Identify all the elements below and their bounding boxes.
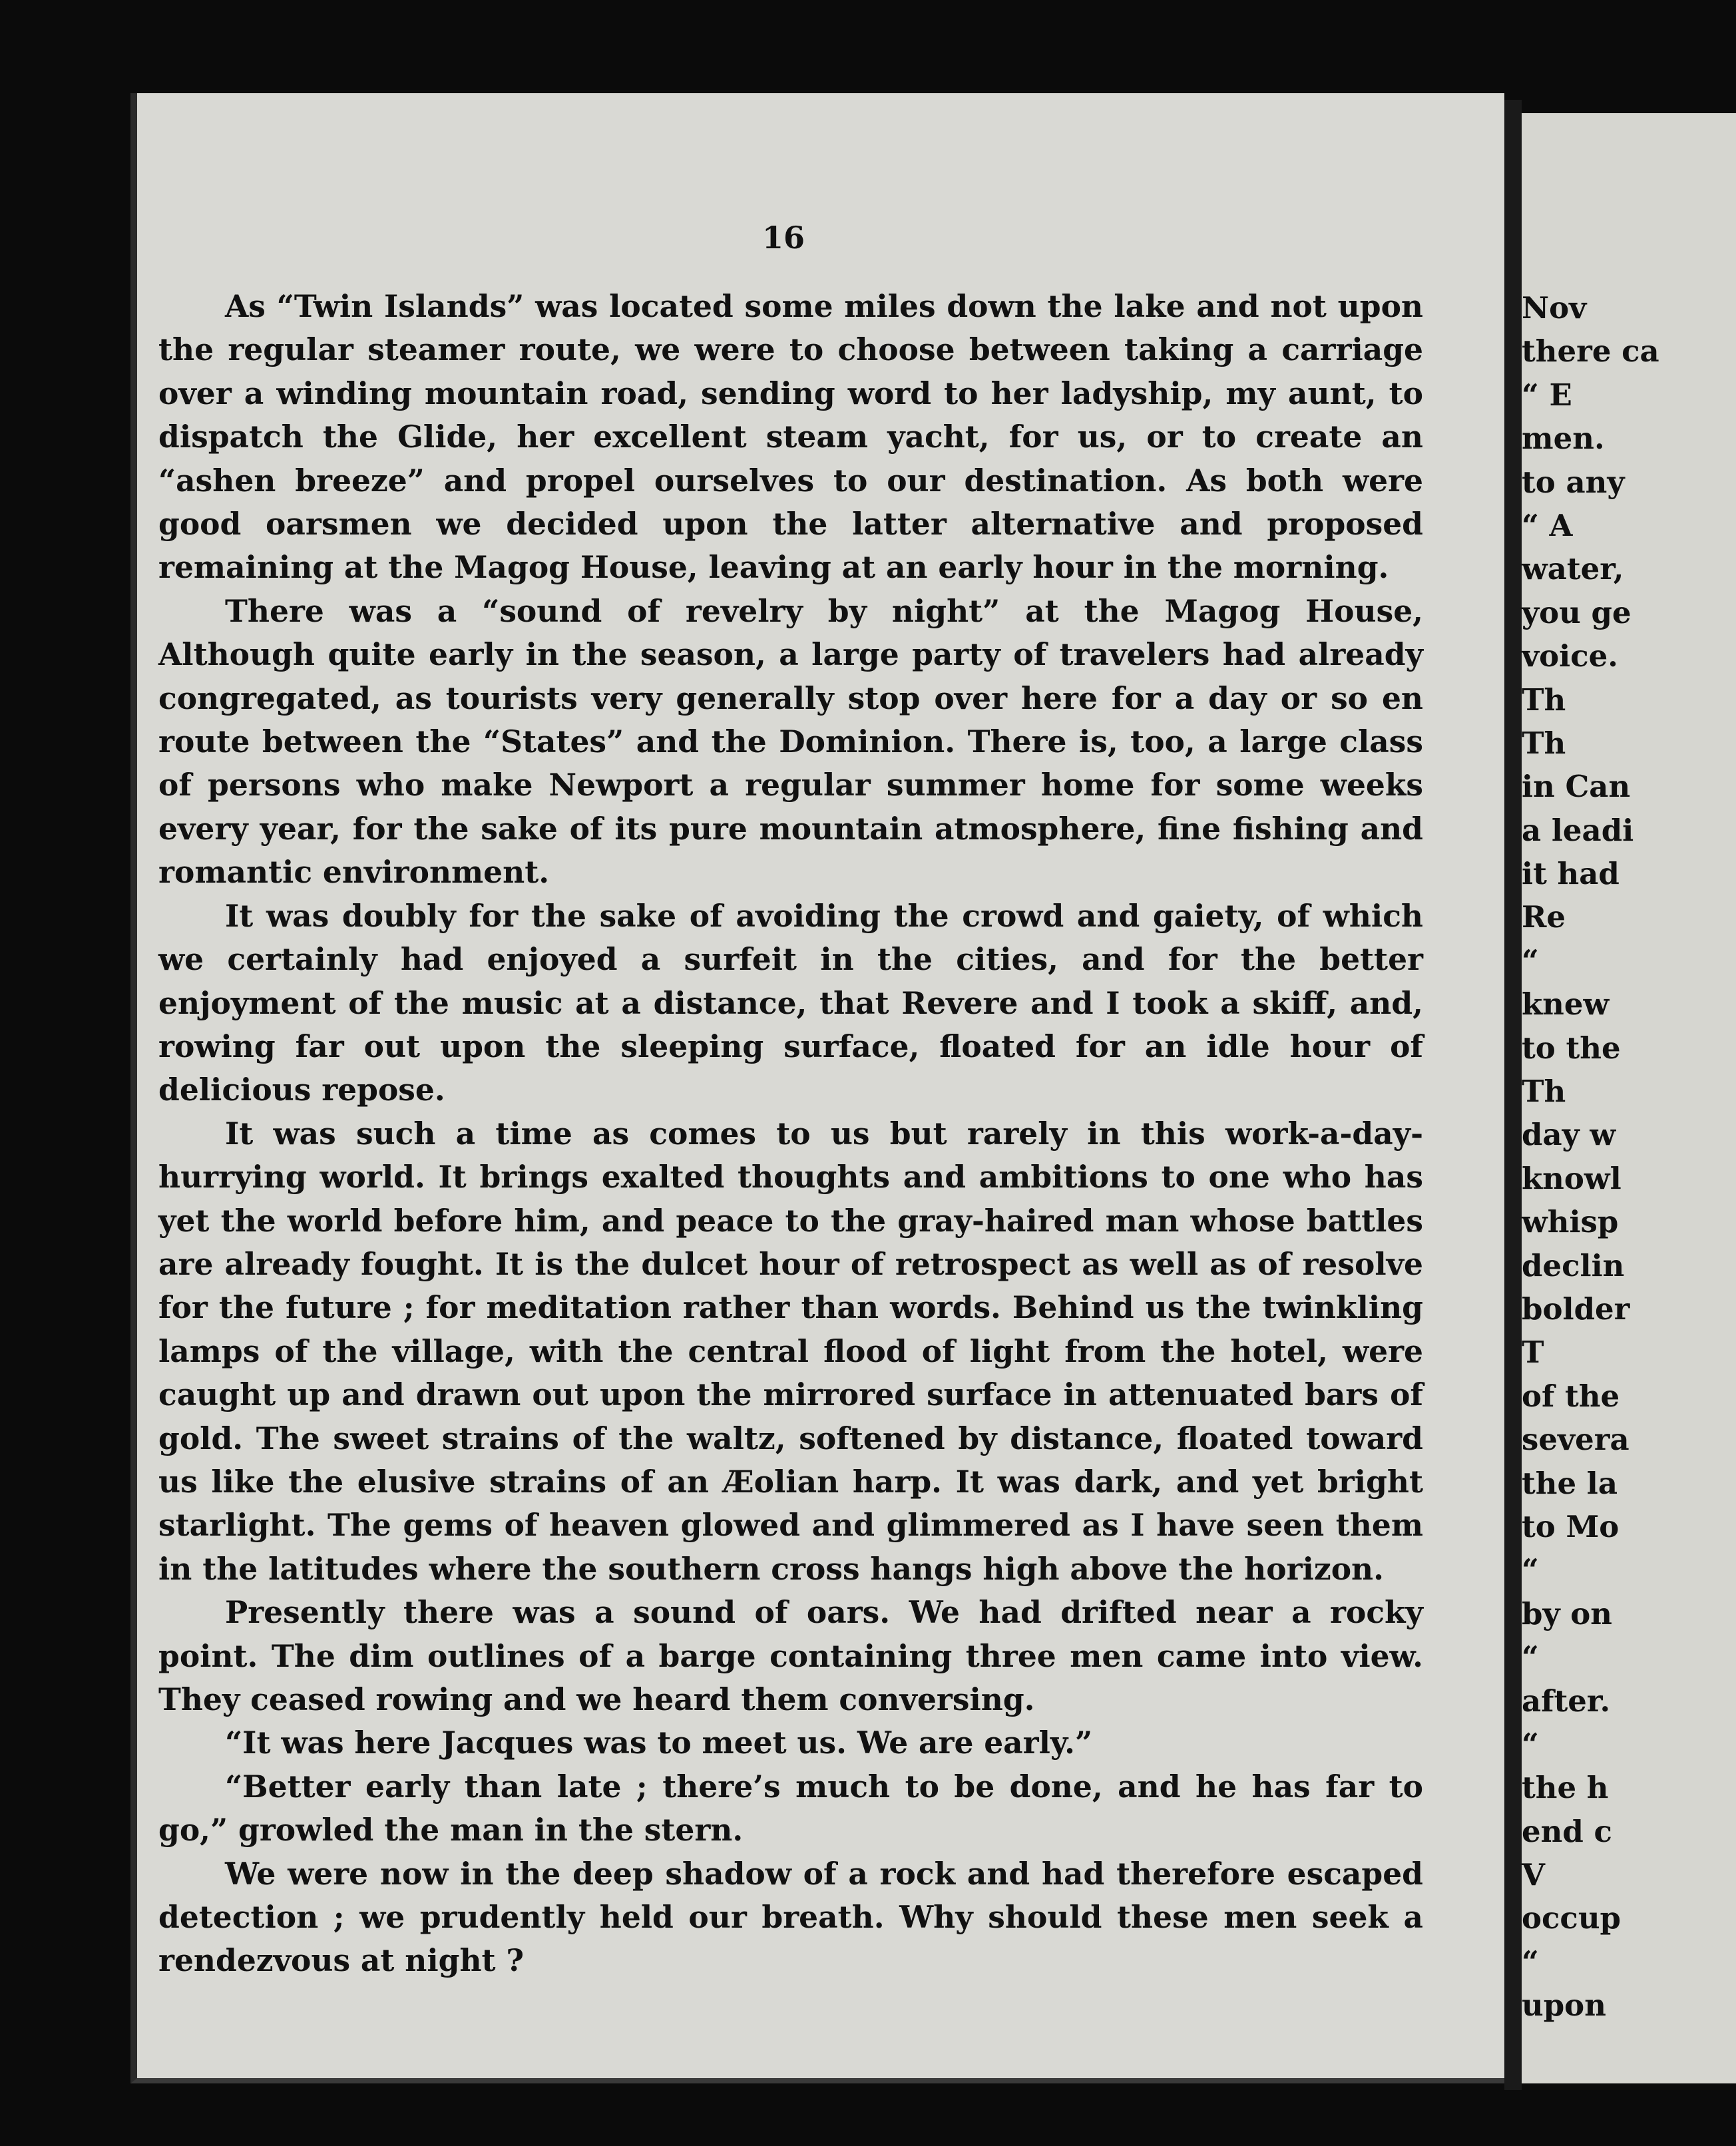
facing-page-line: to Mo: [1522, 1508, 1620, 1544]
facing-page-line: there ca: [1522, 333, 1659, 369]
facing-page-line: the la: [1522, 1465, 1618, 1501]
facing-page-line: “ A: [1522, 507, 1573, 543]
facing-page-line: “ E: [1522, 377, 1572, 413]
facing-page-line: “: [1522, 943, 1539, 978]
page-number: 16: [762, 220, 805, 256]
facing-page-line: bolder: [1522, 1291, 1630, 1327]
facing-page-line: in Can: [1522, 769, 1631, 805]
facing-page-line: declin: [1522, 1247, 1625, 1283]
paragraph: We were now in the deep shadow of a rock and had therefore escaped detection ; we prudently held our breath. Why should these men seek a rendezvous at night ?: [158, 1855, 1423, 1979]
paragraph: There was a “sound of revelry by night” at the Magog House, Although quite early in the season, a large party of travelers had already congregated, as tourists very generally stop over here for a day or so en route between the “States” and the Dominion. There is, too, a large class of persons who make Newport a regular summer home for some weeks every year, for the sake of its pure mountain atmosphere, fine fishing and romantic environment.: [158, 592, 1423, 891]
paragraph: Presently there was a sound of oars. We had drifted near a rocky point. The dim outlines of a barge containing three men came into view. They ceased rowing and we heard them conversing.: [158, 1594, 1423, 1717]
facing-page-line: “: [1522, 1639, 1539, 1675]
facing-page-line: voice.: [1522, 638, 1618, 674]
facing-page-line: a leadi: [1522, 812, 1634, 848]
facing-page-line: water,: [1522, 551, 1624, 587]
facing-page-text: [1522, 286, 1736, 2028]
paragraph: “Better early than late ; there’s much to be done, and he has far to go,” growled the man in the stern.: [158, 1768, 1423, 1848]
facing-page-line: severa: [1522, 1422, 1629, 1458]
facing-page-line: men.: [1522, 421, 1605, 457]
facing-page-line: Th: [1522, 1074, 1566, 1110]
facing-page-line: T: [1522, 1335, 1544, 1371]
facing-page-line: occup: [1522, 1900, 1621, 1936]
facing-page-line: of the: [1522, 1378, 1620, 1414]
facing-page-line: you ge: [1522, 594, 1631, 630]
paragraph: It was such a time as comes to us but rarely in this work-a-day-hurrying world. It brings exalted thoughts and ambitions to one who has yet the world before him, and peace to the gray-haired man whose battles are already fought. It is the dulcet hour of retrospect as well as of resolve for the future ; for meditation rather than words. Behind us the twinkling lamps of the village, with the central flood of light from the hotel, were caught up and drawn out upon the mirrored surface in attenuated bars of gold. The sweet strains of the waltz, softened by distance, floated toward us like the elusive strains of an Æolian harp. It was dark, and yet bright starlight. The gems of heaven glowed and glimmered as I have seen them in the latitudes where the southern cross hangs high above the horizon.: [158, 1115, 1423, 1587]
facing-page-line: Th: [1522, 725, 1566, 761]
facing-page-line: “: [1522, 1944, 1539, 1980]
facing-page-line: V: [1522, 1857, 1545, 1893]
paragraph: It was doubly for the sake of avoiding the crowd and gaiety, of which we certainly had enjoyed a surfeit in the cities, and for the better enjoyment of the music at a distance, that Revere and I took a skiff, and, rowing far out upon the sleeping surface, floated for an idle hour of delicious repose.: [158, 897, 1423, 1108]
paragraph: “It was here Jacques was to meet us. We are early.”: [225, 1725, 1093, 1761]
facing-page-line: whisp: [1522, 1204, 1619, 1240]
facing-page-line: to any: [1522, 464, 1625, 500]
facing-page-line: Re: [1522, 899, 1566, 935]
facing-page-line: Th: [1522, 682, 1566, 718]
facing-page-line: the h: [1522, 1770, 1609, 1806]
facing-page-line: after.: [1522, 1683, 1611, 1719]
facing-page-line: knew: [1522, 986, 1610, 1022]
facing-page-line: “: [1522, 1552, 1539, 1588]
paragraph: As “Twin Islands” was located some miles down the lake and not upon the regular steamer route, we were to choose between taking a carriage over a winding mountain road, sending word to her ladyship, my aunt, to dispatch the Glide, her excellent steam yacht, for us, or to create an “ashen breeze” and propel ourselves to our destination. As both were good oarsmen we decided upon the latter alternative and proposed remaining at the Magog House, leaving at an early hour in the morning.: [158, 288, 1423, 586]
facing-page-line: to the: [1522, 1030, 1621, 1066]
facing-page-line: it had: [1522, 856, 1620, 892]
facing-page-line: upon: [1522, 1988, 1606, 2024]
book-gutter: [1504, 100, 1522, 2090]
facing-page-line: knowl: [1522, 1160, 1622, 1196]
facing-page-line: end c: [1522, 1813, 1612, 1849]
facing-page-line: “: [1522, 1726, 1539, 1762]
facing-page-line: day w: [1522, 1117, 1616, 1153]
facing-page-line: Nov: [1522, 290, 1587, 325]
page-body: [158, 285, 1423, 1983]
facing-page: [1522, 113, 1736, 2083]
facing-page-line: by on: [1522, 1596, 1613, 1631]
